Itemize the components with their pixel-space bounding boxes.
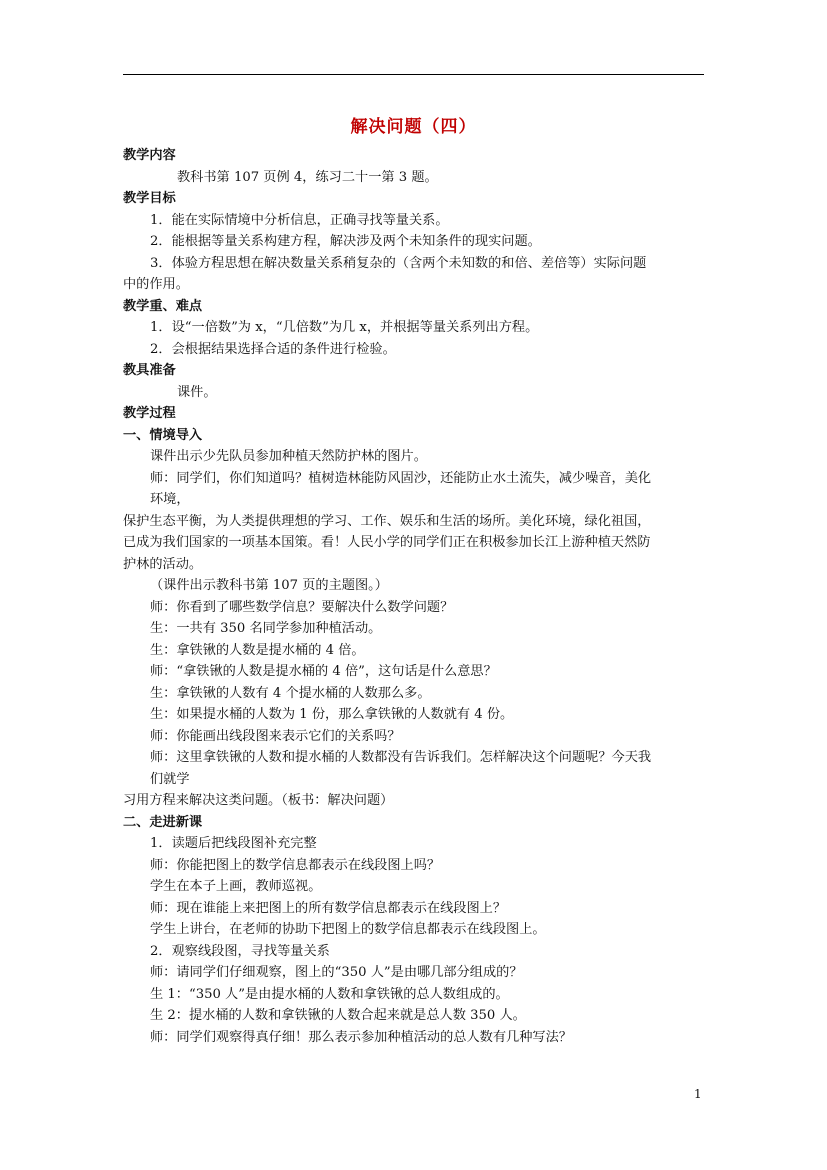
text-line: 师：同学们观察得真仔细！那么表示参加种植活动的总人数有几种写法？: [150, 1029, 572, 1045]
text-line: 中的作用。: [123, 277, 189, 292]
text-line: 师：现在谁能上来把图上的所有数学信息都表示在线段图上？: [150, 900, 507, 916]
section-heading: 教学过程: [123, 406, 176, 421]
text-line: 们就学: [150, 771, 190, 787]
text-line: 生 2：提水桶的人数和拿铁锹的人数合起来就是总人数 350 人。: [150, 1008, 526, 1023]
section-heading: 教学内容: [123, 148, 176, 163]
section-heading: 教学重、难点: [123, 298, 203, 314]
text-line: 环境，: [150, 492, 190, 507]
header-rule: [123, 74, 704, 75]
text-line: 教科书第 107 页例 4，练习二十一第 3 题。: [177, 169, 438, 185]
text-line: 1．读题后把线段图补充完整: [150, 836, 317, 851]
text-line: 习用方程来解决这类问题。（板书：解决问题）: [123, 793, 394, 808]
text-line: 师：同学们，你们知道吗？植树造林能防风固沙，还能防止水土流失，减少噪音，美化: [150, 470, 652, 486]
text-line: 师：你能画出线段图来表示它们的关系吗？: [150, 728, 401, 744]
text-line: 1．能在实际情境中分析信息，正确寻找等量关系。: [150, 212, 449, 228]
text-line: 生：拿铁锹的人数是提水桶的 4 倍。: [150, 642, 365, 658]
text-line: 师：“拿铁锹的人数是提水桶的 4 倍”，这句话是什么意思？: [150, 664, 497, 679]
text-line: 3．体验方程思想在解决数量关系稍复杂的（含两个未知数的和倍、差倍等）实际问题: [150, 255, 647, 271]
text-line: 1．设“一倍数”为 x，“几倍数”为几 x，并根据等量关系列出方程。: [150, 320, 539, 335]
text-line: 2．观察线段图，寻找等量关系: [150, 943, 330, 959]
text-line: 2．能根据等量关系构建方程，解决涉及两个未知条件的现实问题。: [150, 234, 541, 249]
text-line: 护林的活动。: [123, 556, 203, 572]
text-line: 学生在本子上画，教师巡视。: [150, 879, 322, 894]
text-line: 已成为我们国家的一项基本国策。看！人民小学的同学们正在积极参加长江上游种植天然防: [123, 535, 651, 550]
text-line: 学生上讲台，在老师的协助下把图上的数学信息都表示在线段图上。: [150, 922, 546, 937]
text-line: 生：拿铁锹的人数有 4 个提水桶的人数那么多。: [150, 685, 431, 701]
text-line: 生：如果提水桶的人数为 1 份，那么拿铁锹的人数就有 4 份。: [150, 707, 514, 722]
section-heading: 教具准备: [123, 363, 176, 378]
text-line: 师：这里拿铁锹的人数和提水桶的人数都没有告诉我们。怎样解决这个问题呢？今天我: [150, 750, 652, 765]
text-line: 课件出示少先队员参加种植天然防护林的图片。: [150, 449, 427, 464]
text-line: 课件。: [177, 384, 217, 400]
text-line: 师：你能把图上的数学信息都表示在线段图上吗？: [150, 857, 441, 873]
section-heading: 一、情境导入: [123, 427, 203, 443]
text-line: 生 1：“350 人”是由提水桶的人数和拿铁锹的总人数组成的。: [150, 986, 509, 1002]
text-line: 2．会根据结果选择合适的条件进行检验。: [150, 341, 396, 357]
section-heading: 二、走进新课: [123, 814, 203, 830]
document-title: 解决问题（四）: [350, 117, 477, 137]
text-line: 师：你看到了哪些数学信息？要解决什么数学问题？: [150, 599, 454, 615]
text-line: 生：一共有 350 名同学参加种植活动。: [150, 621, 382, 636]
page-number: 1: [694, 1087, 702, 1101]
text-line: 保护生态平衡，为人类提供理想的学习、工作、娱乐和生活的场所。美化环境，绿化祖国，: [123, 513, 651, 529]
document-body: [123, 145, 704, 1048]
text-line: （课件出示教科书第 107 页的主题图。）: [150, 578, 388, 593]
section-heading: 教学目标: [123, 191, 176, 206]
text-line: 师：请同学们仔细观察，图上的“350 人”是由哪几部分组成的？: [150, 965, 523, 980]
